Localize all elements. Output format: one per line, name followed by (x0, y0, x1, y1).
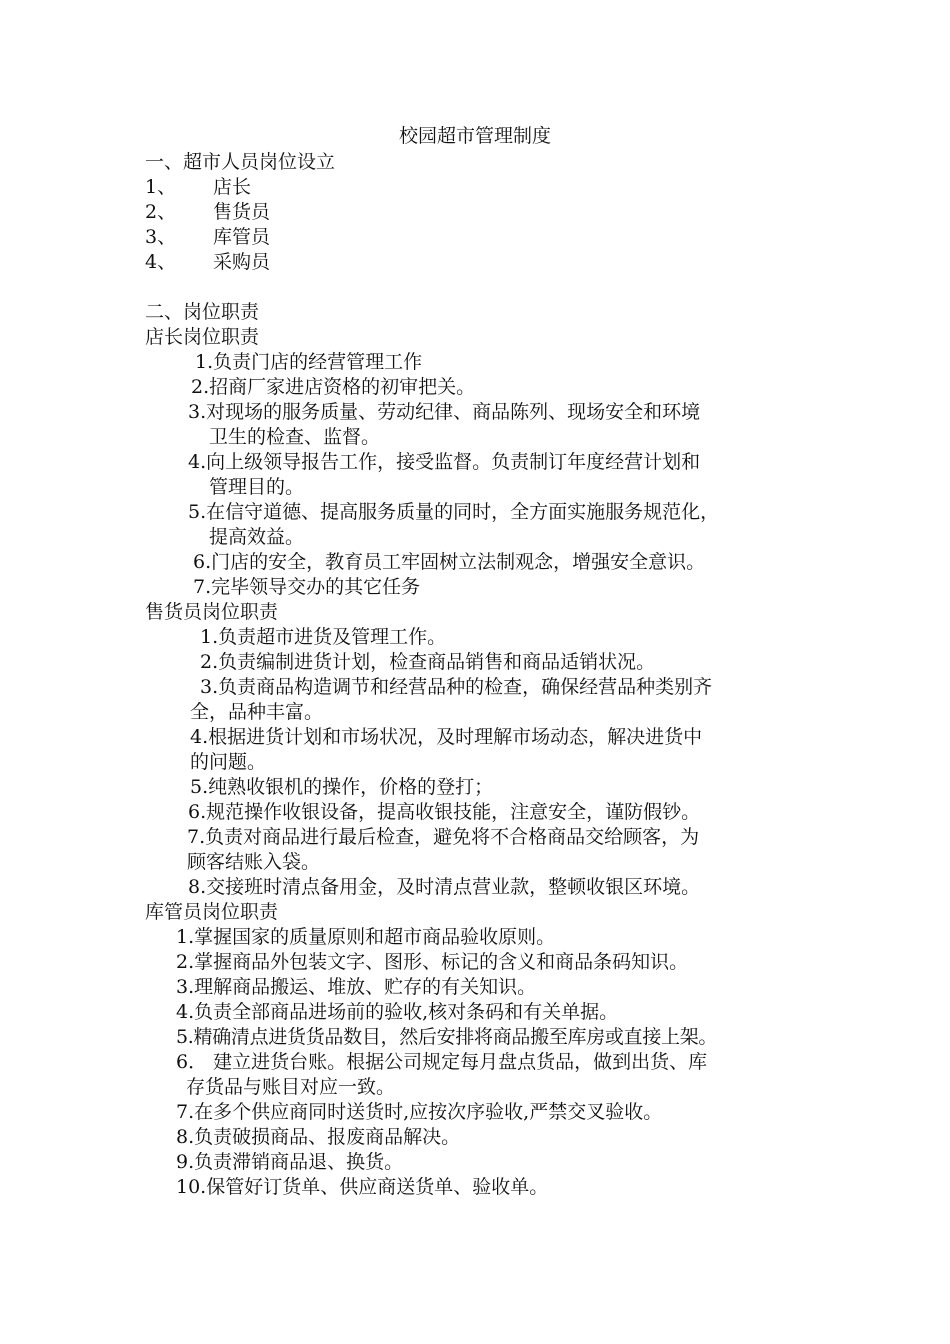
duty-line: 8.负责破损商品、报废商品解决。 (176, 1126, 461, 1148)
position-number: 3、 (145, 226, 177, 248)
position-label: 售货员 (213, 201, 271, 223)
duty-line: 10.保管好订货单、供应商送货单、验收单。 (176, 1176, 549, 1198)
position-item (145, 225, 270, 249)
duty-line: 5.在信守道德、提高服务质量的同时，全方面实施服务规范化， (188, 501, 720, 523)
section-2-heading: 二、岗位职责 (145, 301, 260, 323)
duty-line: 4.根据进货计划和市场状况，及时理解市场动态，解决进货中 (190, 726, 703, 748)
duty-line: 4.负责全部商品进场前的验收,核对条码和有关单据。 (176, 1001, 619, 1023)
duty-line: 7.完毕领导交办的其它任务 (193, 576, 421, 598)
salesperson-duties-heading: 售货员岗位职责 (145, 601, 279, 623)
section-1-heading: 一、超市人员岗位设立 (145, 151, 336, 173)
duty-line: 提高效益。 (209, 526, 305, 548)
position-number: 1、 (145, 176, 177, 198)
duty-line: 9.负责滞销商品退、换货。 (176, 1151, 404, 1173)
duty-line: 存货品与账目对应一致。 (186, 1076, 396, 1098)
position-label: 店长 (213, 176, 252, 198)
document-title: 校园超市管理制度 (398, 125, 551, 147)
duty-line: 1.负责门店的经营管理工作 (195, 351, 423, 373)
duty-line: 3.理解商品搬运、堆放、贮存的有关知识。 (176, 976, 537, 998)
position-item (145, 250, 270, 274)
duty-line: 2.掌握商品外包装文字、图形、标记的含义和商品条码知识。 (176, 951, 689, 973)
duty-line: 6． 建立进货台账。根据公司规定每月盘点货品，做到出货、库 (176, 1051, 708, 1073)
duty-line: 卫生的检查、监督。 (209, 426, 381, 448)
duty-line: 7.在多个供应商同时送货时,应按次序验收,严禁交叉验收。 (176, 1101, 663, 1123)
position-number: 4、 (145, 251, 177, 273)
duty-line: 3.对现场的服务质量、劳动纪律、商品陈列、现场安全和环境 (188, 401, 701, 423)
duty-line: 6.规范操作收银设备，提高收银技能，注意安全，谨防假钞。 (188, 801, 701, 823)
duty-line: 7.负责对商品进行最后检查，避免将不合格商品交给顾客，为 (187, 826, 700, 848)
duty-line: 1.掌握国家的质量原则和超市商品验收原则。 (176, 926, 556, 948)
duty-line: 6.门店的安全，教育员工牢固树立法制观念，增强安全意识。 (193, 551, 706, 573)
duty-line: 1.负责超市进货及管理工作。 (200, 626, 447, 648)
duty-line: 的问题。 (190, 751, 267, 773)
duty-line: 8.交接班时清点备用金，及时清点营业款，整顿收银区环境。 (188, 876, 701, 898)
position-number: 2、 (145, 201, 177, 223)
position-item (145, 175, 251, 199)
manager-duties-heading: 店长岗位职责 (145, 326, 260, 348)
duty-line: 4.向上级领导报告工作，接受监督。负责制订年度经营计划和 (188, 451, 701, 473)
duty-line: 全，品种丰富。 (190, 701, 324, 723)
warehouse-duties-heading: 库管员岗位职责 (145, 901, 279, 923)
position-label: 库管员 (213, 226, 271, 248)
duty-line: 2.负责编制进货计划，检查商品销售和商品适销状况。 (200, 651, 656, 673)
duty-line: 2.招商厂家进店资格的初审把关。 (191, 376, 476, 398)
duty-line: 顾客结账入袋。 (187, 851, 321, 873)
duty-line: 管理目的。 (209, 476, 305, 498)
duty-line: 5.纯熟收银机的操作，价格的登打； (190, 776, 494, 798)
position-item (145, 200, 270, 224)
position-label: 采购员 (213, 251, 271, 273)
duty-line: 3.负责商品构造调节和经营品种的检查，确保经营品种类别齐 (200, 676, 713, 698)
duty-line: 5.精确清点进货货品数目，然后安排将商品搬至库房或直接上架。 (176, 1026, 718, 1048)
